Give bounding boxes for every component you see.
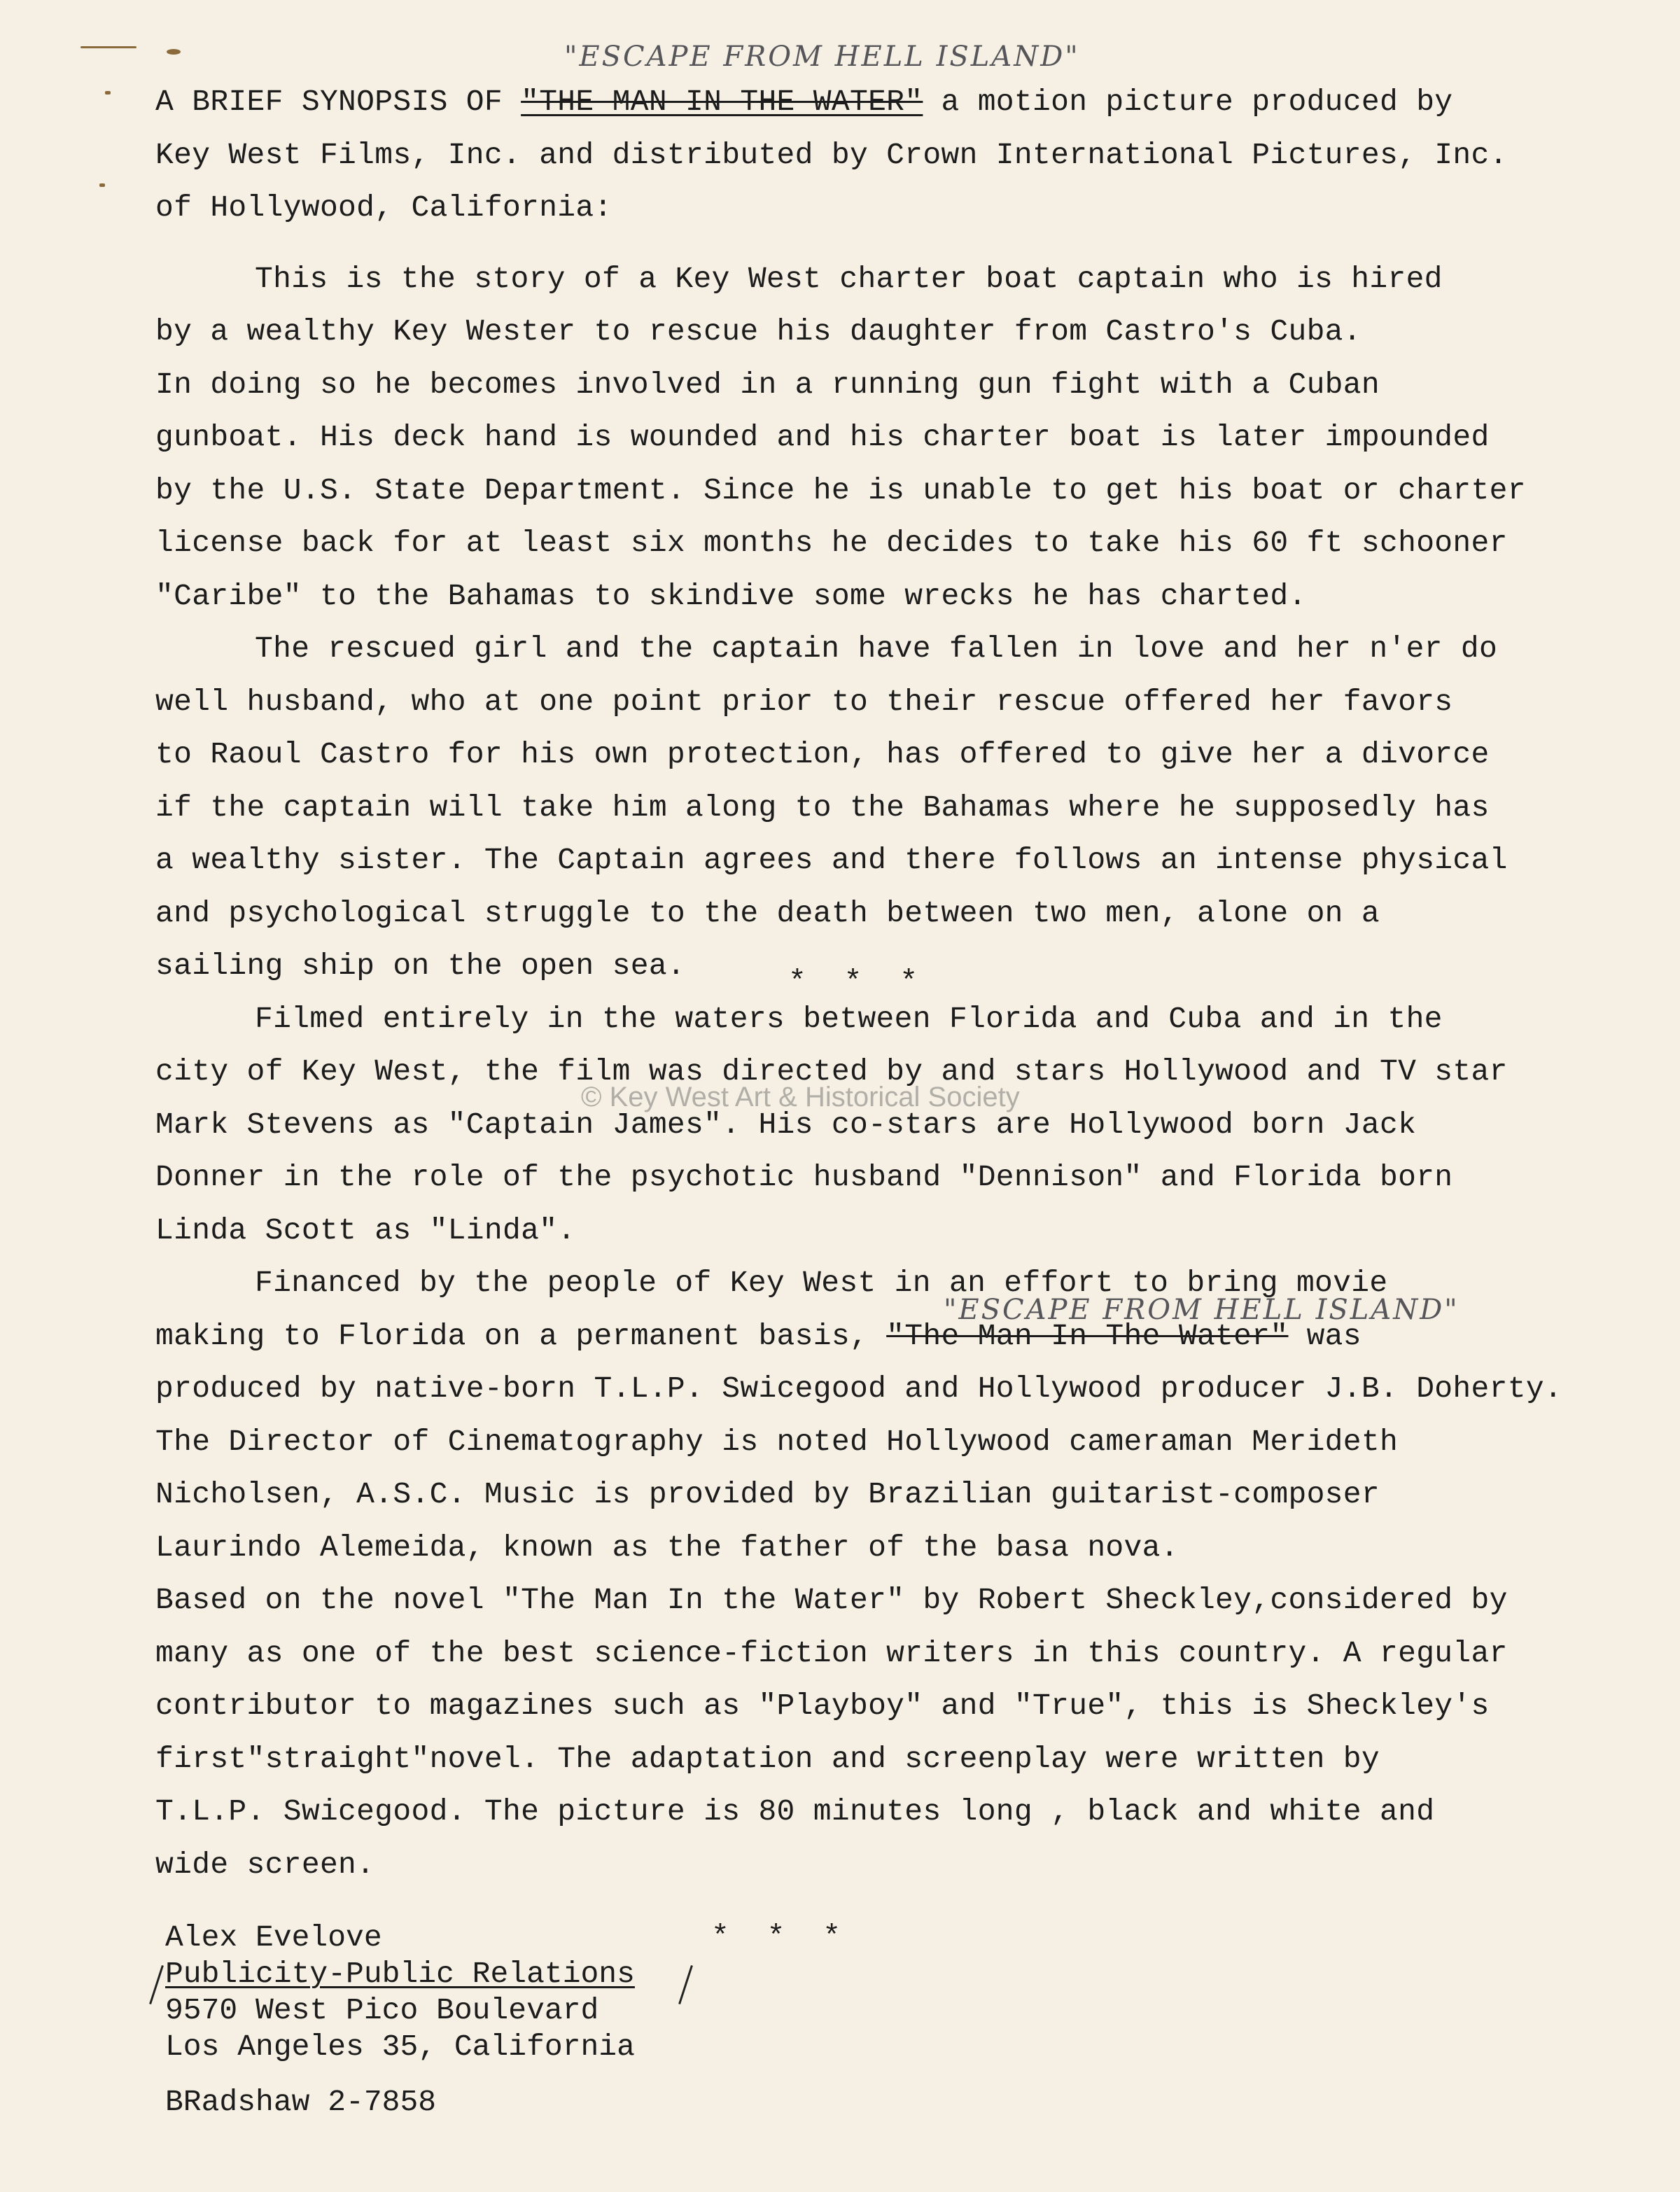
paragraph-line: Based on the novel "The Man In the Water" by Robert Sheckley,considered by — [155, 1583, 1508, 1617]
line-prefix: making to Florida on a permanent basis, — [155, 1318, 887, 1353]
bracket-mark-right — [678, 1965, 693, 2004]
paragraph-line: many as one of the best science-fiction writers in this country. A regular — [155, 1635, 1508, 1670]
signature-block — [165, 1920, 635, 2065]
separator-stars: * * * — [788, 965, 928, 999]
paragraph-line: "Caribe" to the Bahamas to skindive some wrecks he has charted. — [155, 578, 1307, 613]
paragraph-line: The Director of Cinematography is noted Hollywood cameraman Merideth — [155, 1424, 1399, 1459]
struck-original-title: "THE MAN IN THE WATER" — [521, 85, 923, 119]
intro-prefix: A BRIEF SYNOPSIS OF — [155, 85, 522, 119]
paragraph-line: license back for at least six months he decides to take his 60 ft schooner — [155, 526, 1508, 560]
paper-speck — [99, 183, 105, 187]
line-suffix: was — [1288, 1318, 1362, 1353]
paragraph-line: The rescued girl and the captain have fallen in love and her n'er do — [255, 631, 1498, 666]
stamped-title-top: "ESCAPE FROM HELL ISLAND" — [564, 41, 1080, 73]
spacer — [155, 235, 1674, 253]
separator-stars-bottom: * * * — [711, 1920, 851, 1954]
paragraph-line: Donner in the role of the psychotic husband "Dennison" and Florida born — [155, 1160, 1453, 1194]
paragraph-line: Linda Scott as "Linda". — [155, 1213, 576, 1248]
paper-speck — [167, 49, 181, 55]
paragraph-line: by the U.S. State Department. Since he is unable to get his boat or charter — [155, 473, 1526, 508]
paragraph-line: This is the story of a Key West charter boat captain who is hired — [255, 261, 1443, 296]
paragraph-line: Laurindo Alemeida, known as the father of the basa nova. — [155, 1530, 1179, 1565]
paragraph-line: by a wealthy Key Wester to rescue his daughter from Castro's Cuba. — [155, 314, 1362, 349]
paper-speck — [105, 91, 111, 95]
signature-name: Alex Evelove — [165, 1920, 382, 1955]
watermark: © Key West Art & Historical Society — [581, 1082, 1020, 1112]
paragraph-line: In doing so he becomes involved in a running gun fight with a Cuban — [155, 367, 1380, 402]
paragraph-line: Filmed entirely in the waters between Florida and Cuba and in the — [255, 1001, 1443, 1036]
paragraph-line: if the captain will take him along to the Bahamas where he supposedly has — [155, 790, 1490, 825]
header-line-2: Key West Films, Inc. and distributed by Crown International Pictures, Inc. — [155, 137, 1508, 172]
paper-speck — [80, 46, 136, 48]
paragraph-line: to Raoul Castro for his own protection, has offered to give her a divorce — [155, 737, 1490, 772]
header-line-1 — [155, 76, 1674, 129]
paragraph-line: wide screen. — [155, 1847, 375, 1882]
bracket-mark-left — [149, 1965, 164, 2004]
paragraph-line: Financed by the people of Key West in an effort to bring movie — [255, 1266, 1388, 1300]
paragraph-line: sailing ship on the open sea. — [155, 949, 686, 983]
header-line-3: of Hollywood, California: — [155, 190, 612, 225]
paragraph-line: first"straight"novel. The adaptation and screenplay were written by — [155, 1741, 1380, 1776]
signature-address-2: Los Angeles 35, California — [165, 2030, 635, 2064]
paragraph-line: city of Key West, the film was directed by and stars Hollywood and TV star — [155, 1054, 1508, 1089]
paragraph-line: contributor to magazines such as "Playboy" and "True", this is Sheckley's — [155, 1689, 1490, 1723]
signature-phone: BRadshaw 2-7858 — [165, 2085, 437, 2119]
signature-title: Publicity-Public Relations — [165, 1957, 635, 1991]
paragraph-line: gunboat. His deck hand is wounded and his charter boat is later impounded — [155, 420, 1490, 454]
struck-original-title-inline: "The Man In The Water" — [886, 1318, 1289, 1353]
paragraph-line: and psychological struggle to the death between two men, alone on a — [155, 895, 1380, 930]
paragraph-line: T.L.P. Swicegood. The picture is 80 minutes long , black and white and — [155, 1794, 1435, 1829]
paragraph-line: Nicholsen, A.S.C. Music is provided by Brazilian guitarist-composer — [155, 1477, 1380, 1512]
paragraph-line: a wealthy sister. The Captain agrees and there follows an intense physical — [155, 843, 1508, 877]
stamped-title-mid: "ESCAPE FROM HELL ISLAND" — [944, 1294, 1460, 1326]
intro-suffix: a motion picture produced by — [923, 85, 1453, 119]
paragraph-line: Mark Stevens as "Captain James". His co-stars are Hollywood born Jack — [155, 1107, 1417, 1142]
signature-address-1: 9570 West Pico Boulevard — [165, 1993, 599, 2027]
paragraph-line: produced by native-born T.L.P. Swicegood and Hollywood producer J.B. Doherty. — [155, 1371, 1563, 1406]
paragraph-line: well husband, who at one point prior to their rescue offered her favors — [155, 684, 1453, 719]
